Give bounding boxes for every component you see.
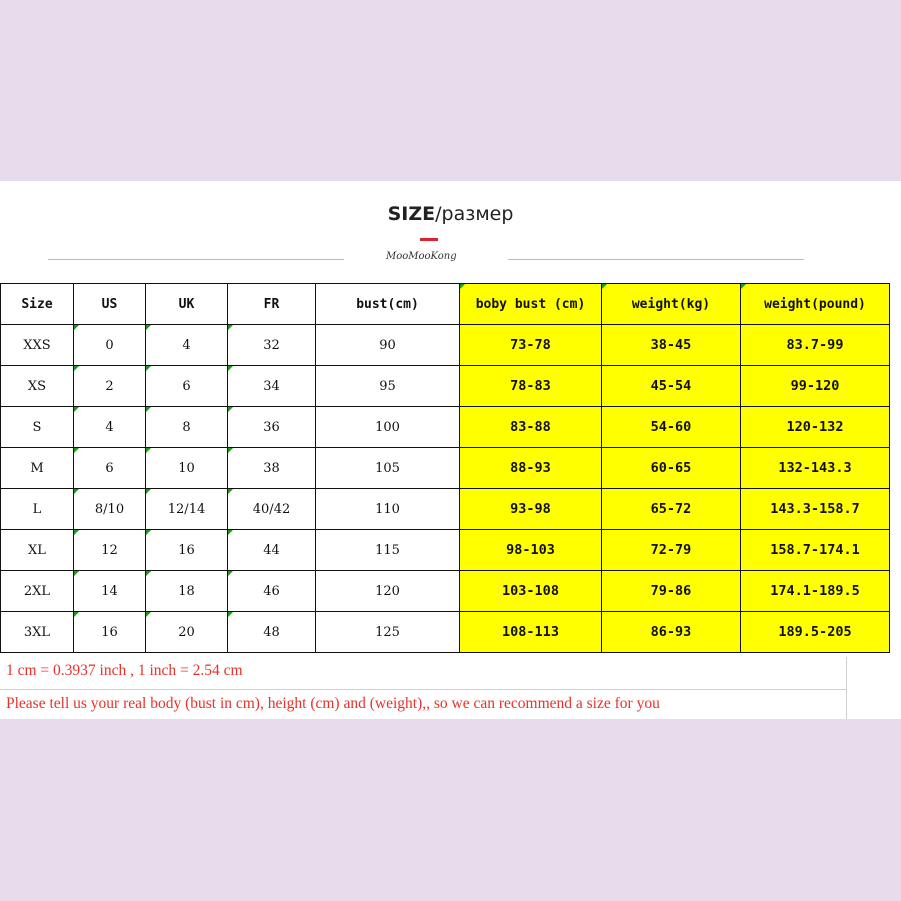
table-cell-text: S [32, 419, 42, 435]
table-cell-text: 34 [263, 378, 280, 394]
table-cell [1, 366, 74, 407]
table-cell [1, 530, 74, 571]
conversion-note-text: 1 cm = 0.3937 inch , 1 inch = 2.54 cm [6, 662, 243, 679]
table-row [1, 571, 890, 612]
cell-corner-mark [74, 489, 79, 494]
cell-corner-mark [74, 366, 79, 371]
table-cell-text: 16 [101, 624, 118, 640]
table-cell-text: 20 [178, 624, 195, 640]
table-cell-text: 108-113 [502, 624, 559, 640]
table-cell [74, 407, 146, 448]
table-cell [316, 612, 460, 653]
table-cell-text: 4 [182, 337, 191, 353]
table-cell-text: 8 [182, 419, 191, 435]
table-cell [228, 571, 316, 612]
table-cell [1, 325, 74, 366]
table-cell [228, 489, 316, 530]
table-cell-text: 38-45 [650, 337, 692, 353]
cell-corner-mark [602, 284, 607, 289]
table-cell-text: 174.1-189.5 [770, 583, 860, 599]
column-header [741, 284, 890, 325]
table-cell [74, 530, 146, 571]
table-cell-text: 86-93 [650, 624, 692, 640]
table-row [1, 489, 890, 530]
column-header [460, 284, 602, 325]
cell-corner-mark [228, 325, 233, 330]
cell-corner-mark [228, 489, 233, 494]
table-cell [741, 489, 890, 530]
table-cell [74, 612, 146, 653]
table-cell-text: 38 [263, 460, 280, 476]
table-cell-text: 45-54 [650, 378, 692, 394]
table-cell-text: XS [27, 378, 47, 394]
table-cell [460, 530, 602, 571]
column-header [316, 284, 460, 325]
column-header-text: weight(kg) [631, 296, 711, 312]
table-cell-text: 143.3-158.7 [770, 501, 860, 517]
column-header [228, 284, 316, 325]
table-cell [741, 407, 890, 448]
cell-corner-mark [228, 407, 233, 412]
table-cell-text: 83-88 [510, 419, 551, 435]
table-cell-text: 2 [105, 378, 114, 394]
table-cell-text: 10 [178, 460, 195, 476]
table-cell-text: 120 [375, 583, 400, 599]
table-cell-text: 120-132 [786, 419, 844, 435]
table-cell-text: 0 [105, 337, 114, 353]
column-header [74, 284, 146, 325]
table-cell-text: 90 [379, 337, 396, 353]
table-cell-text: M [30, 460, 44, 476]
table-cell [316, 366, 460, 407]
table-cell [228, 407, 316, 448]
table-cell-text: 6 [105, 460, 114, 476]
table-row [1, 612, 890, 653]
table-cell [74, 571, 146, 612]
table-cell [316, 325, 460, 366]
table-cell-text: 32 [263, 337, 280, 353]
table-cell [74, 489, 146, 530]
table-cell-text: 8/10 [94, 501, 125, 517]
column-header-text: FR [263, 296, 280, 312]
cell-corner-mark [228, 366, 233, 371]
conversion-note [0, 657, 847, 690]
table-cell-text: 16 [178, 542, 195, 558]
table-cell-text: 100 [375, 419, 400, 435]
table-row [1, 448, 890, 489]
cell-corner-mark [146, 571, 151, 576]
cell-corner-mark [74, 571, 79, 576]
table-cell [1, 407, 74, 448]
table-cell [460, 612, 602, 653]
column-header-text: bust(cm) [356, 296, 419, 312]
table-cell-text: 158.7-174.1 [770, 542, 860, 558]
table-cell-text: 189.5-205 [778, 624, 852, 640]
column-header [146, 284, 228, 325]
table-cell [146, 448, 228, 489]
table-row [1, 530, 890, 571]
table-cell [228, 612, 316, 653]
table-row [1, 325, 890, 366]
column-header-text: weight(pound) [764, 296, 866, 312]
table-cell-text: 115 [375, 542, 400, 558]
table-cell-text: XXS [23, 337, 51, 353]
table-header-row [1, 284, 890, 325]
table-cell [1, 612, 74, 653]
table-cell [146, 530, 228, 571]
table-cell [1, 571, 74, 612]
table-cell-text: 6 [182, 378, 191, 394]
page-title-rest: /размер [435, 203, 514, 225]
table-cell [316, 448, 460, 489]
table-cell-text: 125 [375, 624, 400, 640]
table-cell-text: XL [28, 542, 46, 558]
table-cell-text: L [32, 501, 42, 517]
table-cell-text: 54-60 [650, 419, 692, 435]
cell-corner-mark [146, 366, 151, 371]
table-cell-text: 46 [263, 583, 280, 599]
cell-corner-mark [74, 448, 79, 453]
table-cell [1, 448, 74, 489]
table-cell-text: 18 [178, 583, 195, 599]
table-cell [602, 489, 741, 530]
table-cell-text: 4 [105, 419, 114, 435]
table-cell-text: 73-78 [510, 337, 551, 353]
size-chart-sheet [0, 181, 901, 719]
cell-corner-mark [228, 448, 233, 453]
table-cell [602, 530, 741, 571]
table-cell [741, 530, 890, 571]
table-cell-text: 65-72 [650, 501, 692, 517]
table-cell [146, 489, 228, 530]
table-cell [146, 407, 228, 448]
table-cell-text: 60-65 [650, 460, 692, 476]
table-cell [228, 448, 316, 489]
table-cell [316, 571, 460, 612]
cell-corner-mark [146, 448, 151, 453]
brand-logo: MooMooKong [386, 251, 457, 262]
table-cell-text: 40/42 [252, 501, 291, 517]
table-row [1, 407, 890, 448]
table-cell-text: 99-120 [790, 378, 840, 394]
table-cell [316, 530, 460, 571]
table-cell-text: 12/14 [167, 501, 206, 517]
cell-corner-mark [74, 612, 79, 617]
table-cell-text: 132-143.3 [778, 460, 852, 476]
table-cell [741, 612, 890, 653]
cell-corner-mark [146, 325, 151, 330]
table-cell [460, 325, 602, 366]
table-cell [741, 325, 890, 366]
table-cell-text: 110 [375, 501, 400, 517]
table-cell-text: 88-93 [510, 460, 551, 476]
cell-corner-mark [460, 284, 465, 289]
page-title [0, 203, 901, 225]
table-cell-text: 12 [101, 542, 118, 558]
size-table [0, 283, 890, 653]
request-note-text: Please tell us your real body (bust in cm), height (cm) and (weight),, so we can recommend a size for you [6, 695, 660, 712]
table-cell [460, 489, 602, 530]
table-cell [228, 366, 316, 407]
table-cell [602, 571, 741, 612]
cell-corner-mark [74, 530, 79, 535]
table-cell-text: 14 [101, 583, 118, 599]
table-cell-text: 103-108 [502, 583, 559, 599]
cell-corner-mark [74, 407, 79, 412]
table-cell [602, 366, 741, 407]
cell-corner-mark [146, 407, 151, 412]
table-cell [146, 325, 228, 366]
table-cell [146, 366, 228, 407]
column-header-text: boby bust (cm) [475, 296, 586, 312]
cell-corner-mark [228, 612, 233, 617]
cell-corner-mark [228, 530, 233, 535]
cell-corner-mark [74, 325, 79, 330]
table-cell [741, 571, 890, 612]
table-cell [460, 448, 602, 489]
cell-corner-mark [741, 284, 746, 289]
table-cell-text: 95 [379, 378, 396, 394]
table-cell-text: 44 [263, 542, 280, 558]
table-cell-text: 105 [375, 460, 400, 476]
table-cell [602, 612, 741, 653]
table-row [1, 366, 890, 407]
table-cell [146, 612, 228, 653]
table-cell [602, 448, 741, 489]
table-cell [316, 489, 460, 530]
column-header-text: US [101, 296, 118, 312]
page-title-bold: SIZE [387, 203, 436, 225]
cell-corner-mark [228, 571, 233, 576]
table-cell-text: 2XL [23, 583, 51, 599]
column-header-text: Size [21, 296, 53, 312]
column-header [1, 284, 74, 325]
table-cell [74, 448, 146, 489]
table-cell [602, 325, 741, 366]
table-cell-text: 79-86 [650, 583, 692, 599]
table-cell [602, 407, 741, 448]
table-cell [460, 571, 602, 612]
divider-right [508, 259, 804, 260]
request-note [0, 690, 847, 719]
table-cell-text: 78-83 [510, 378, 551, 394]
divider-left [48, 259, 344, 260]
table-cell [228, 530, 316, 571]
title-accent-dash [420, 238, 438, 241]
table-cell-text: 83.7-99 [786, 337, 844, 353]
table-cell [460, 366, 602, 407]
table-cell-text: 72-79 [650, 542, 692, 558]
column-header-text: UK [178, 296, 195, 312]
table-cell [741, 448, 890, 489]
table-cell-text: 93-98 [510, 501, 551, 517]
column-header [602, 284, 741, 325]
table-cell-text: 3XL [23, 624, 51, 640]
cell-corner-mark [146, 489, 151, 494]
cell-corner-mark [146, 612, 151, 617]
table-cell [1, 489, 74, 530]
table-cell-text: 36 [263, 419, 280, 435]
table-cell [228, 325, 316, 366]
table-cell [316, 407, 460, 448]
table-cell [74, 366, 146, 407]
table-cell [741, 366, 890, 407]
table-cell [460, 407, 602, 448]
table-cell [146, 571, 228, 612]
table-cell-text: 98-103 [506, 542, 555, 558]
table-cell [74, 325, 146, 366]
cell-corner-mark [146, 530, 151, 535]
table-cell-text: 48 [263, 624, 280, 640]
